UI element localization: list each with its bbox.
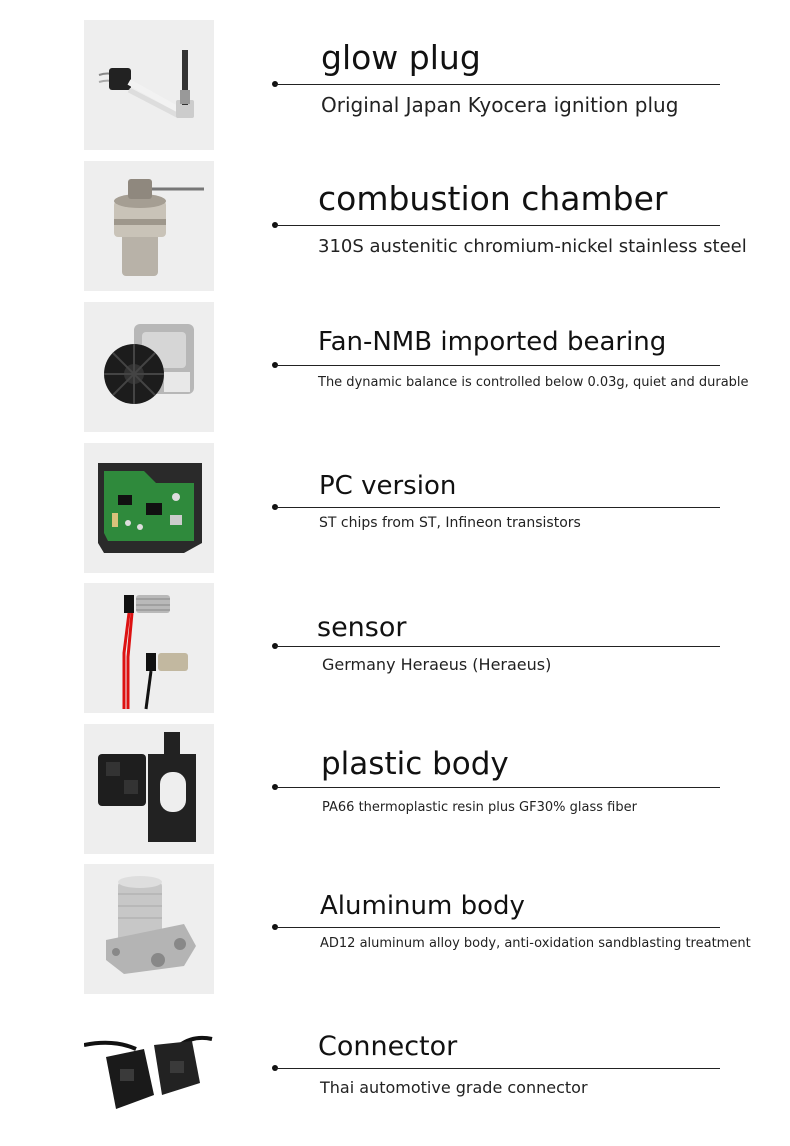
item-title: Connector [318,1031,458,1062]
item-description: The dynamic balance is controlled below 0.03g, quiet and durable [318,375,749,390]
divider-line [275,84,720,85]
divider-line [275,365,720,366]
item-description: Germany Heraeus (Heraeus) [322,655,552,674]
item-title: Fan-NMB imported bearing [318,327,667,357]
fan-image [84,302,214,432]
divider-line [275,225,720,226]
aluminum-body-image [84,864,214,994]
item-title: sensor [317,612,407,643]
item-description: Thai automotive grade connector [320,1078,588,1097]
pcb-image [84,443,214,573]
plastic-body-image [84,724,214,854]
item-description: PA66 thermoplastic resin plus GF30% glass fiber [322,800,637,815]
item-description: ST chips from ST, Infineon transistors [319,515,581,531]
divider-line [275,646,720,647]
divider-line [275,787,720,788]
combustion-chamber-image [84,161,214,291]
item-description: AD12 aluminum alloy body, anti-oxidation sandblasting treatment [320,936,751,951]
divider-line [275,927,720,928]
sensor-image [84,583,214,713]
divider-line [275,507,720,508]
item-title: PC version [319,471,457,501]
divider-line [275,1068,720,1069]
item-title: plastic body [321,746,509,782]
item-description: 310S austenitic chromium-nickel stainless steel [318,236,747,257]
item-description: Original Japan Kyocera ignition plug [321,93,679,117]
item-title: combustion chamber [318,179,668,218]
glow-plug-image [84,20,214,150]
item-title: Aluminum body [320,891,525,921]
connector-image [84,1005,214,1135]
item-title: glow plug [321,38,481,77]
